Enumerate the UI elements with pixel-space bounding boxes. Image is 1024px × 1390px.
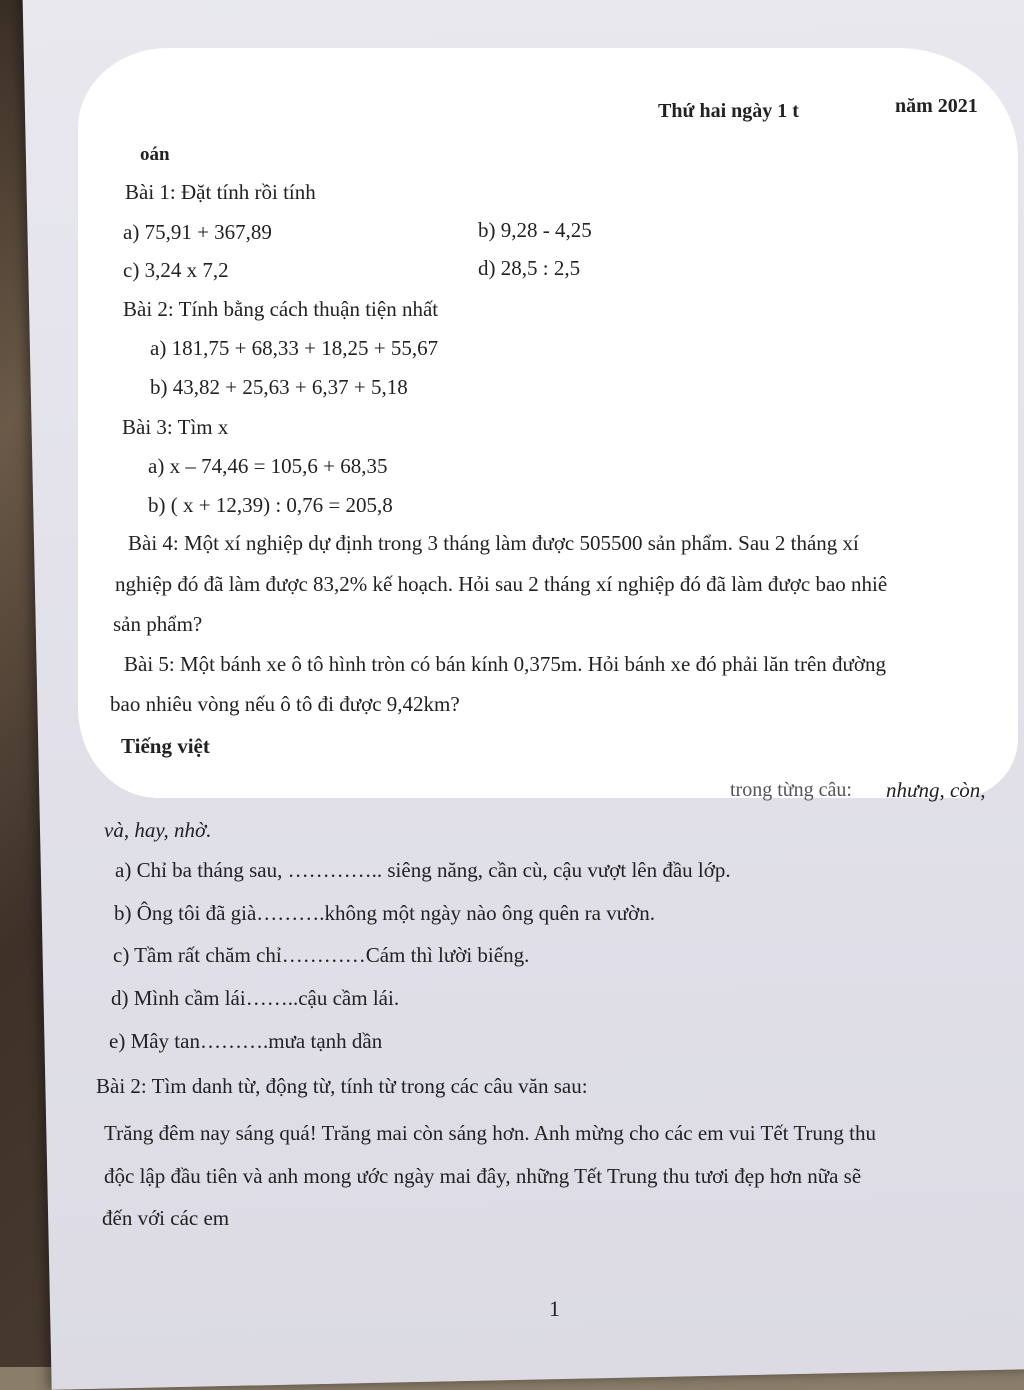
bai2-title: Bài 2: Tính bằng cách thuận tiện nhất bbox=[123, 297, 439, 321]
bai3-a: a) x – 74,46 = 105,6 + 68,35 bbox=[148, 454, 388, 478]
header-year: năm 2021 bbox=[895, 95, 978, 117]
header-date: Thứ hai ngày 1 t bbox=[658, 100, 799, 122]
bai4-line2: nghiệp đó đã làm được 83,2% kế hoạch. Hỏi sau 2 tháng xí nghiệp đó đã làm được bao nhiê bbox=[115, 572, 888, 596]
bai3-b: b) ( x + 12,39) : 0,76 = 205,8 bbox=[148, 493, 393, 517]
tv-bai1-c: c) Tầm rất chăm chỉ…………Cám thì lười biếng. bbox=[113, 943, 530, 967]
bai4-line3: sản phẩm? bbox=[113, 612, 203, 636]
bai1-c: c) 3,24 x 7,2 bbox=[123, 258, 229, 282]
tv-bai1-e: e) Mây tan……….mưa tạnh dần bbox=[109, 1029, 383, 1053]
bai2-b: b) 43,82 + 25,63 + 6,37 + 5,18 bbox=[150, 375, 408, 399]
tv-bai1-b: b) Ông tôi đã già……….không một ngày nào ông quên ra vườn. bbox=[114, 901, 655, 925]
bai2-a: a) 181,75 + 68,33 + 18,25 + 55,67 bbox=[150, 336, 439, 360]
tv-bai1-d: d) Mình cầm lái……..cậu cầm lái. bbox=[111, 986, 400, 1010]
math-title: oán bbox=[140, 144, 170, 165]
bai1-title: Bài 1: Đặt tính rồi tính bbox=[125, 180, 316, 204]
tv-bai2-line3: đến với các em bbox=[102, 1206, 230, 1230]
tv-bai1-a: a) Chỉ ba tháng sau, ………….. siêng năng, cần cù, cậu vượt lên đầu lớp. bbox=[115, 858, 731, 882]
tv-bai2-line2: độc lập đầu tiên và anh mong ước ngày mai đây, những Tết Trung thu tươi đẹp hơn nữa sẽ bbox=[104, 1164, 862, 1188]
bai1-b: b) 9,28 - 4,25 bbox=[478, 218, 592, 242]
tv-bai2-line1: Trăng đêm nay sáng quá! Trăng mai còn sáng hơn. Anh mừng cho các em vui Tết Trung thu bbox=[104, 1121, 877, 1145]
tv-bai1-partial: trong từng câu: bbox=[730, 779, 852, 801]
bai4-line1: Bài 4: Một xí nghiệp dự định trong 3 tháng làm được 505500 sản phẩm. Sau 2 tháng xí bbox=[128, 531, 859, 555]
tv-bai1-words-a: nhưng, còn, bbox=[886, 778, 986, 802]
bai3-title: Bài 3: Tìm x bbox=[122, 415, 229, 439]
bai5-line1: Bài 5: Một bánh xe ô tô hình tròn có bán kính 0,375m. Hỏi bánh xe đó phải lăn trên đường bbox=[124, 652, 887, 676]
bai1-d: d) 28,5 : 2,5 bbox=[478, 256, 581, 280]
bai5-line2: bao nhiêu vòng nếu ô tô đi được 9,42km? bbox=[110, 692, 460, 716]
bai1-a: a) 75,91 + 367,89 bbox=[123, 220, 272, 244]
tv-bai1-words-b: và, hay, nhờ. bbox=[104, 818, 212, 842]
tv-bai2-title: Bài 2: Tìm danh từ, động từ, tính từ trong các câu văn sau: bbox=[96, 1074, 588, 1098]
tiengviet-title: Tiếng việt bbox=[121, 734, 210, 758]
page-number: 1 bbox=[549, 1296, 560, 1321]
